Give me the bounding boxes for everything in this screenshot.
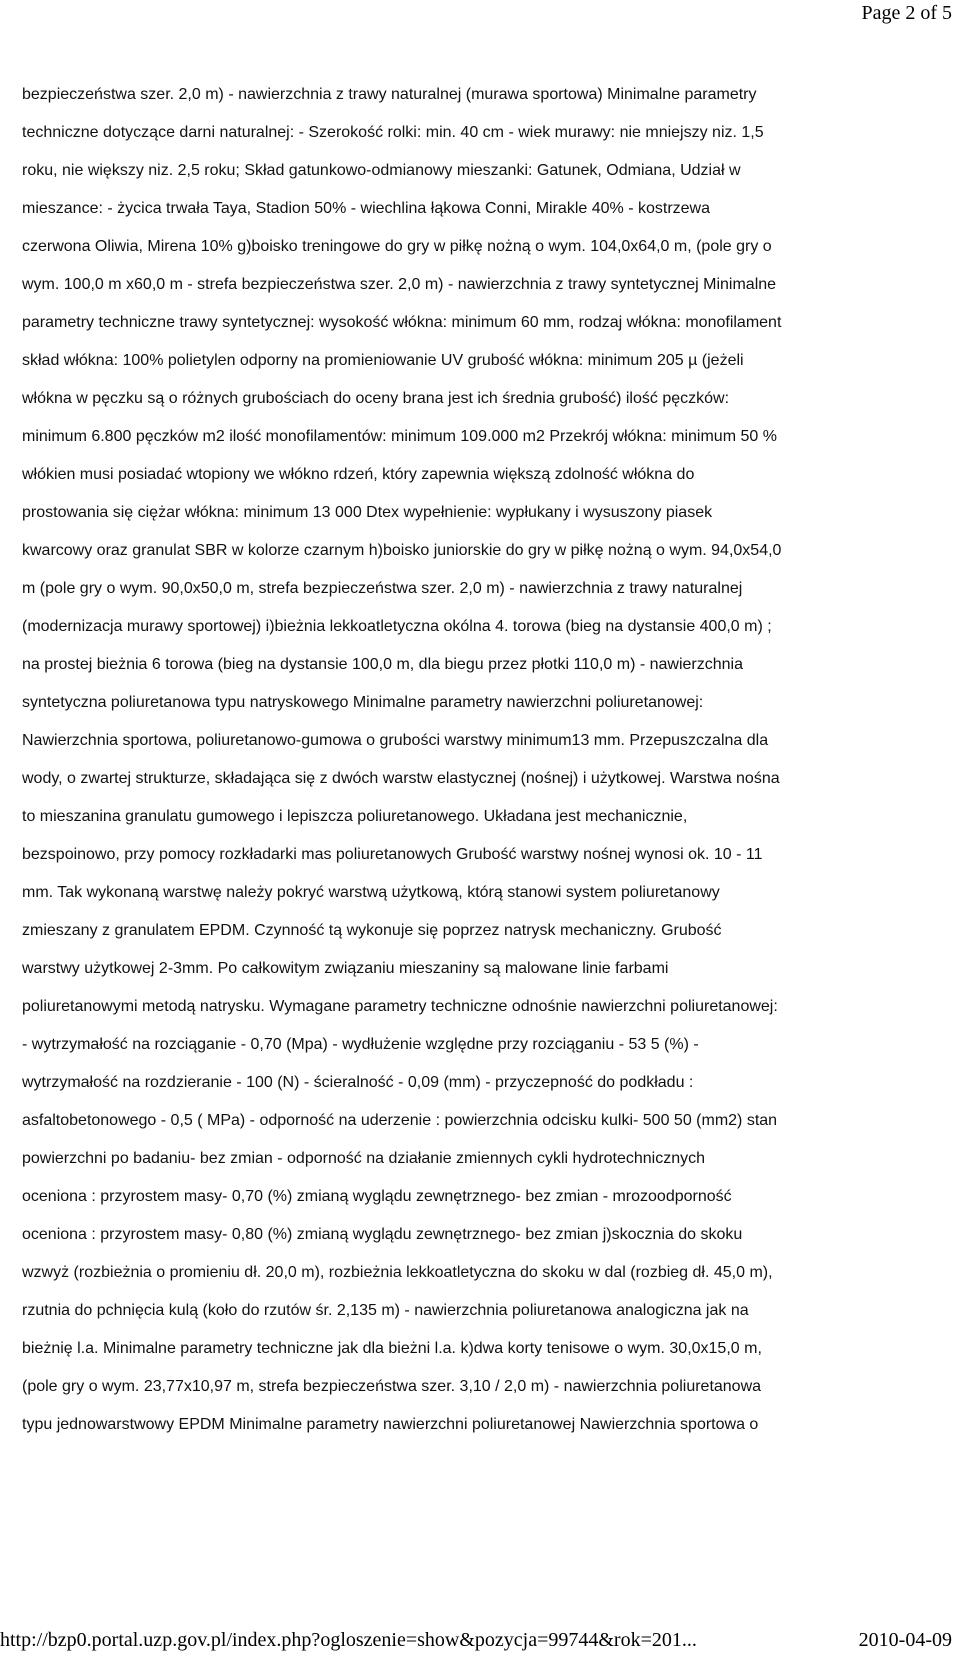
- page-number: Page 2 of 5: [861, 2, 952, 24]
- page-footer: [0, 1626, 960, 1654]
- text-line: powierzchni po badaniu- bez zmian - odporność na działanie zmiennych cykli hydrotechnicznych: [22, 1150, 706, 1167]
- text-line: (modernizacja murawy sportowej) i)bieżnia lekkoatletyczna okólna 4. torowa (bieg na dystansie 400,0 m) ;: [22, 618, 772, 635]
- text-line: - wytrzymałość na rozciąganie - 0,70 (Mpa) - wydłużenie względne przy rozciąganiu - 53 5 (%) -: [22, 1036, 699, 1053]
- text-line: prostowania się ciężar włókna: minimum 13 000 Dtex wypełnienie: wypłukany i wysuszony piasek: [22, 504, 713, 521]
- text-line: wytrzymałość na rozdzieranie - 100 (N) - ścieralność - 0,09 (mm) - przyczepność do podkładu :: [22, 1074, 694, 1091]
- text-line: typu jednowarstwowy EPDM Minimalne parametry nawierzchni poliuretanowej Nawierzchnia sportowa o: [22, 1416, 759, 1433]
- text-line: wym. 100,0 m x60,0 m - strefa bezpieczeństwa szer. 2,0 m) - nawierzchnia z trawy syntetycznej Minimalne: [22, 276, 777, 293]
- text-line: kwarcowy oraz granulat SBR w kolorze czarnym h)boisko juniorskie do gry w piłkę nożną o wym. 94,0x54,0: [22, 542, 782, 559]
- text-line: bieżnię l.a. Minimalne parametry techniczne jak dla bieżni l.a. k)dwa korty tenisowe o wym. 30,0x15,0 m,: [22, 1340, 762, 1357]
- footer-url[interactable]: http://bzp0.portal.uzp.gov.pl/index.php?ogloszenie=show&pozycja=99744&rok=201...: [0, 1629, 697, 1651]
- text-line: włókna w pęczku są o różnych grubościach do oceny brana jest ich średnia grubość) ilość pęczków:: [22, 390, 730, 407]
- document-body: [22, 76, 942, 1444]
- text-line: bezspoinowo, przy pomocy rozkładarki mas poliuretanowych Grubość warstwy nośnej wynosi ok. 10 - 11: [22, 846, 763, 863]
- text-line: rzutnia do pchnięcia kulą (koło do rzutów śr. 2,135 m) - nawierzchnia poliuretanowa analogiczna jak na: [22, 1302, 749, 1319]
- text-line: mieszance: - życica trwała Taya, Stadion 50% - wiechlina łąkowa Conni, Mirakle 40% - kostrzewa: [22, 200, 710, 217]
- text-line: oceniona : przyrostem masy- 0,80 (%) zmianą wyglądu zewnętrznego- bez zmian j)skocznia do skoku: [22, 1226, 743, 1243]
- text-line: na prostej bieżnia 6 torowa (bieg na dystansie 100,0 m, dla biegu przez płotki 110,0 m) - nawierzchnia: [22, 656, 743, 673]
- text-line: poliuretanowymi metodą natrysku. Wymagane parametry techniczne odnośnie nawierzchni poliuretanowej:: [22, 998, 778, 1015]
- text-line: wzwyż (rozbieżnia o promieniu dł. 20,0 m), rozbieżnia lekkoatletyczna do skoku w dal (rozbieg dł. 45,0 m),: [22, 1264, 773, 1281]
- text-line: oceniona : przyrostem masy- 0,70 (%) zmianą wyglądu zewnętrznego- bez zmian - mrozoodporność: [22, 1188, 732, 1205]
- text-line: minimum 6.800 pęczków m2 ilość monofilamentów: minimum 109.000 m2 Przekrój włókna: minimum 50 %: [22, 428, 777, 445]
- text-line: włókien musi posiadać wtopiony we włókno rdzeń, który zapewnia większą zdolność włókna do: [22, 466, 695, 483]
- text-line: wody, o zwartej strukturze, składająca się z dwóch warstw elastycznej (nośnej) i użytkowej. Warstwa nośna: [22, 770, 780, 787]
- text-line: Nawierzchnia sportowa, poliuretanowo-gumowa o grubości warstwy minimum13 mm. Przepuszczalna dla: [22, 732, 769, 749]
- text-line: asfaltobetonowego - 0,5 ( MPa) - odporność na uderzenie : powierzchnia odcisku kulki- 500 50 (mm2) stan: [22, 1112, 778, 1129]
- text-line: techniczne dotyczące darni naturalnej: - Szerokość rolki: min. 40 cm - wiek murawy: nie mniejszy niz. 1,5: [22, 124, 764, 141]
- text-line: syntetyczna poliuretanowa typu natryskowego Minimalne parametry nawierzchni poliuretanowej:: [22, 694, 704, 711]
- text-line: (pole gry o wym. 23,77x10,97 m, strefa bezpieczeństwa szer. 3,10 / 2,0 m) - nawierzchnia poliuretanowa: [22, 1378, 762, 1395]
- text-line: warstwy użytkowej 2-3mm. Po całkowitym związaniu mieszaniny są malowane linie farbami: [22, 960, 669, 977]
- text-line: skład włókna: 100% polietylen odporny na promieniowanie UV grubość włókna: minimum 205 µ (jeżeli: [22, 352, 744, 369]
- text-line: to mieszanina granulatu gumowego i lepiszcza poliuretanowego. Układana jest mechanicznie,: [22, 808, 688, 825]
- text-line: mm. Tak wykonaną warstwę należy pokryć warstwą użytkową, którą stanowi system poliuretanowy: [22, 884, 720, 901]
- text-line: czerwona Oliwia, Mirena 10% g)boisko treningowe do gry w piłkę nożną o wym. 104,0x64,0 m, (pole gry o: [22, 238, 772, 255]
- text-line: m (pole gry o wym. 90,0x50,0 m, strefa bezpieczeństwa szer. 2,0 m) - nawierzchnia z trawy naturalnej: [22, 580, 743, 597]
- text-line: parametry techniczne trawy syntetycznej: wysokość włókna: minimum 60 mm, rodzaj włókna: monofilament: [22, 314, 782, 331]
- footer-date: 2010-04-09: [858, 1629, 952, 1651]
- text-line: zmieszany z granulatem EPDM. Czynność tą wykonuje się poprzez natrysk mechaniczny. Grubość: [22, 922, 722, 939]
- text-line: roku, nie większy niz. 2,5 roku; Skład gatunkowo-odmianowy mieszanki: Gatunek, Odmiana, Udział w: [22, 162, 741, 179]
- text-line: bezpieczeństwa szer. 2,0 m) - nawierzchnia z trawy naturalnej (murawa sportowa) Minimalne parametry: [22, 86, 757, 103]
